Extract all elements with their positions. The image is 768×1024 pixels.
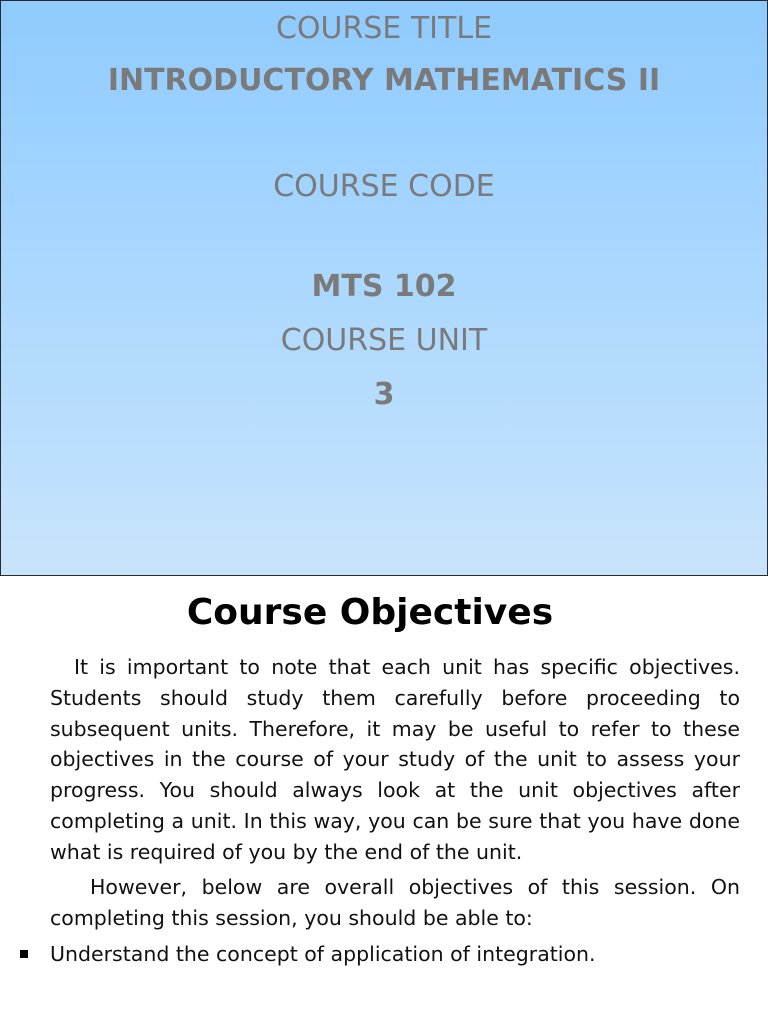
objectives-paragraph-1: It is important to note that each unit has specific objectives. Students should study them carefully before proceeding to subsequent units. Therefore, it may be useful to refer to these objectives in the course of your study of the unit to assess your progress. You should always look at the unit objectives after completing a unit. In this way, you can be sure that you have done what is required of you by the end of the unit. xyxy=(50,655,740,864)
course-unit: 3 xyxy=(373,377,395,412)
course-code: MTS 102 xyxy=(311,269,457,304)
course-title-label: COURSE TITLE xyxy=(275,11,493,46)
square-bullet-icon xyxy=(20,950,28,958)
course-unit-label: COURSE UNIT xyxy=(280,323,488,358)
objectives-paragraph-2: However, below are overall objectives of this session. On completing this session, you should be able to: xyxy=(50,875,740,930)
objective-bullet-text: Understand the concept of application of integration. xyxy=(50,942,596,966)
objectives-heading: Course Objectives xyxy=(186,592,554,633)
course-title: INTRODUCTORY MATHEMATICS II xyxy=(107,63,661,98)
objective-bullet-item xyxy=(20,939,596,969)
course-code-label: COURSE CODE xyxy=(273,169,495,204)
